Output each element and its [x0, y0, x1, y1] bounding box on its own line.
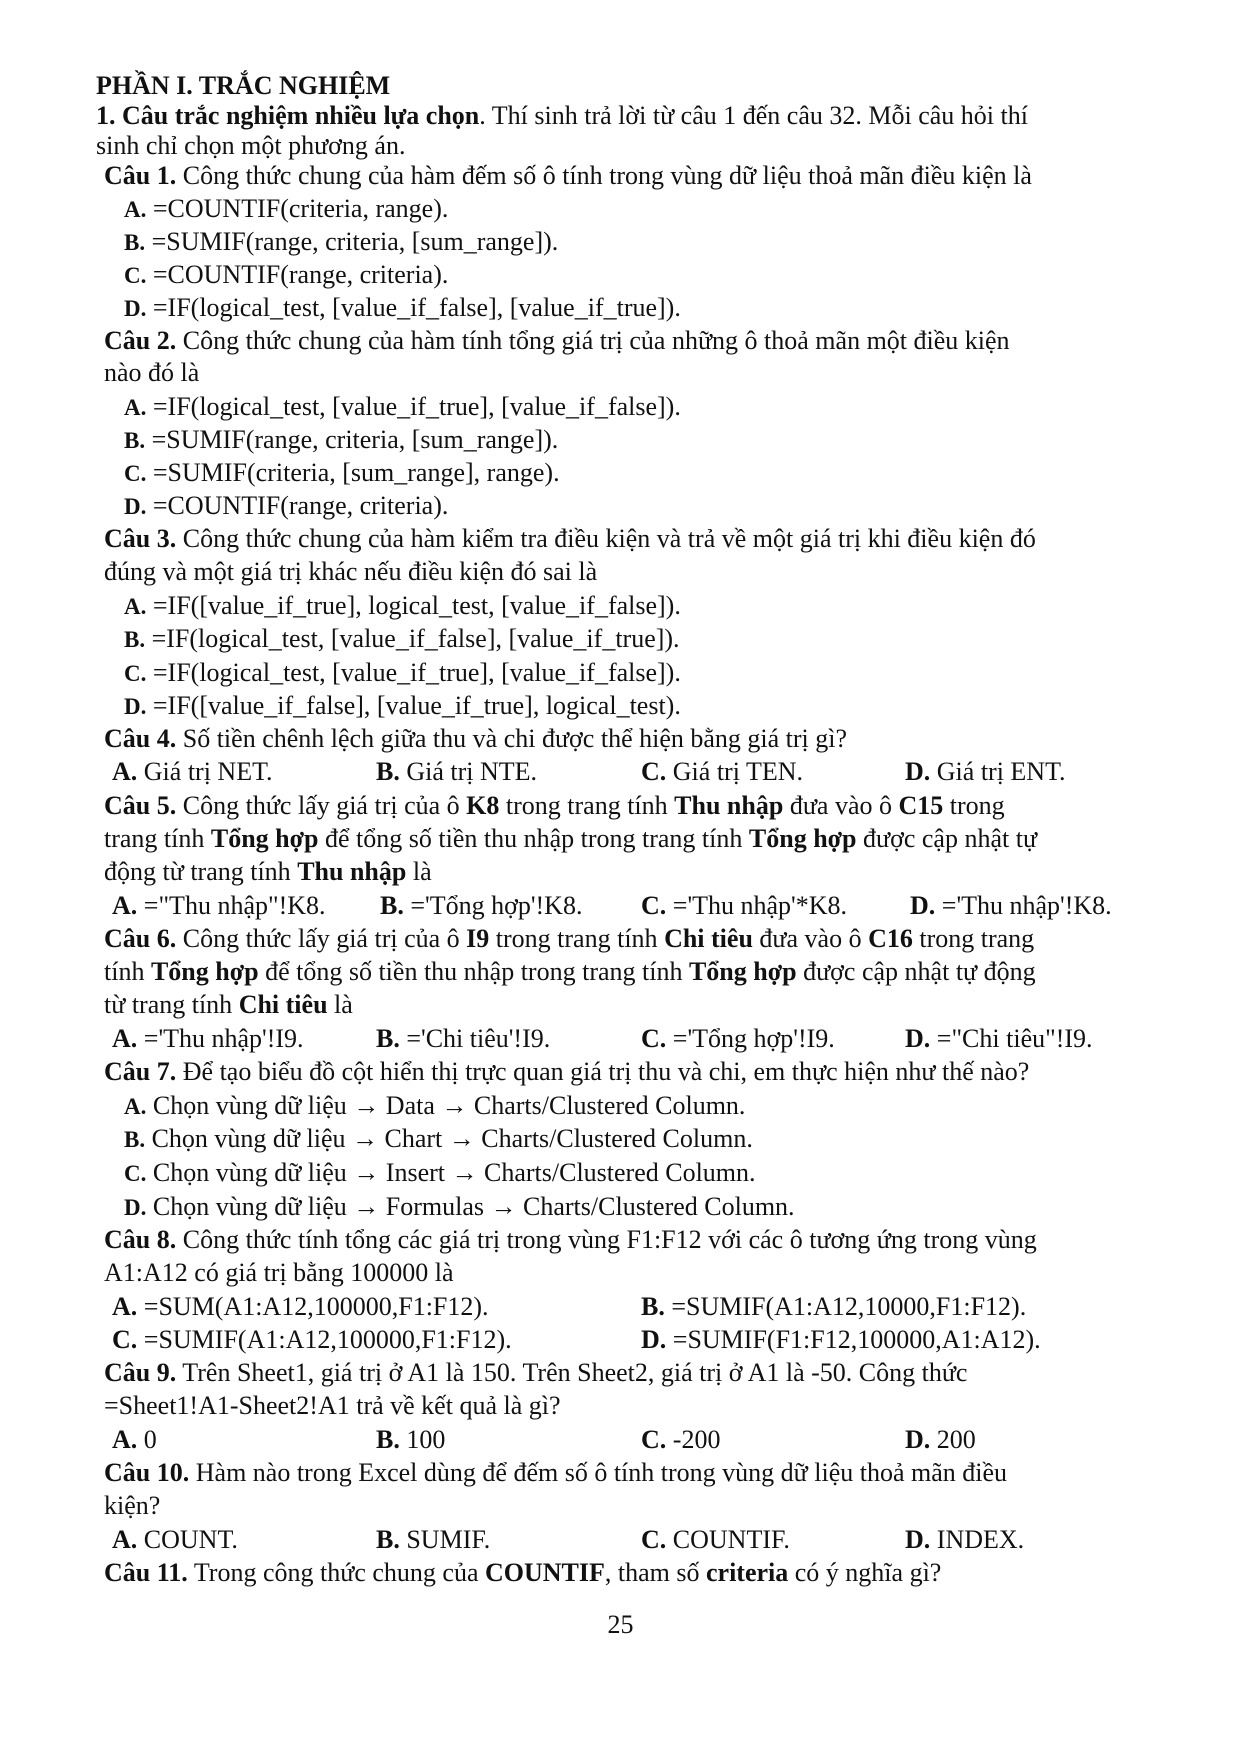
- option-text: Giá trị NTE.: [399, 757, 538, 786]
- question-text: Hàm nào trong Excel dùng để đếm số ô tính trong vùng dữ liệu thoả mãn điều: [189, 1458, 1008, 1487]
- text-run: trong trang tính: [499, 791, 675, 820]
- text-run: trang tính: [104, 824, 211, 853]
- option-text: ='Thu nhập'!K8.: [935, 891, 1112, 920]
- option-text: Chọn vùng dữ liệu → Insert → Charts/Clustered Column.: [146, 1158, 756, 1187]
- option-8c: [112, 1325, 512, 1355]
- cell-ref: I9: [466, 924, 490, 953]
- option-label: C.: [124, 661, 147, 686]
- option-1c: [124, 260, 448, 291]
- option-8d: [641, 1325, 1041, 1355]
- option-text: =IF(logical_test, [value_if_true], [value_if_false]).: [146, 658, 681, 687]
- question-1-stem: [104, 161, 1032, 191]
- option-label: C.: [641, 757, 667, 786]
- option-2a: [124, 392, 681, 423]
- option-text: =SUMIF(A1:A12,100000,F1:F12).: [137, 1325, 512, 1354]
- option-9b: [376, 1425, 445, 1455]
- option-text: SUMIF.: [399, 1525, 491, 1554]
- option-2c: [124, 458, 560, 489]
- option-10c: [641, 1525, 790, 1555]
- option-8a: [112, 1292, 489, 1322]
- option-10d: [905, 1525, 1024, 1555]
- option-label: A.: [112, 1425, 138, 1454]
- option-6a: [112, 1024, 304, 1054]
- option-label: A.: [112, 891, 138, 920]
- text-run: là: [327, 990, 353, 1019]
- question-3-stem-2: đúng và một giá trị khác nếu điều kiện đó sai là: [104, 557, 598, 586]
- option-3a: [124, 591, 681, 622]
- function-name: COUNTIF: [484, 1558, 605, 1587]
- question-11-stem: [104, 1558, 941, 1588]
- option-6c: [641, 1024, 835, 1054]
- option-1b: [124, 227, 558, 258]
- option-5c: [641, 891, 847, 921]
- sheet-name: Tổng hợp: [748, 824, 857, 853]
- question-6-stem-3: [104, 990, 353, 1020]
- option-label: A.: [112, 757, 138, 786]
- question-2-stem-2: nào đó là: [104, 358, 200, 387]
- option-text: ='Thu nhập'!I9.: [137, 1024, 304, 1053]
- intro-line-1: [96, 101, 1028, 131]
- sheet-name: Tổng hợp: [688, 957, 797, 986]
- option-label: B.: [124, 230, 146, 255]
- text-run: Công thức lấy giá trị của ô: [176, 924, 467, 953]
- option-label: C.: [641, 1024, 667, 1053]
- option-5a: [112, 891, 326, 921]
- text-run: để tổng số tiền thu nhập trong trang tính: [258, 957, 689, 986]
- option-label: D.: [905, 1525, 931, 1554]
- text-run: có ý nghĩa gì?: [788, 1558, 942, 1587]
- question-5-stem: [104, 791, 1005, 821]
- option-text: Giá trị ENT.: [930, 757, 1066, 786]
- question-5-stem-3: [104, 857, 432, 887]
- option-label: D.: [905, 1425, 931, 1454]
- question-9-stem-2: =Sheet1!A1-Sheet2!A1 trả về kết quả là gì?: [104, 1391, 561, 1420]
- sheet-name: Tổng hợp: [150, 957, 259, 986]
- option-text: ='Tổng hợp'!I9.: [666, 1024, 835, 1053]
- text-run: trong: [943, 791, 1005, 820]
- question-label: Câu 9.: [104, 1358, 177, 1387]
- option-9a: [112, 1425, 157, 1455]
- text-run: trong trang tính: [489, 924, 665, 953]
- option-text: 0: [137, 1425, 157, 1454]
- text-run: đưa vào ô: [783, 791, 899, 820]
- cell-ref: K8: [466, 791, 500, 820]
- option-7c: [124, 1158, 756, 1189]
- question-text: Số tiền chênh lệch giữa thu và chi được thể hiện bằng giá trị gì?: [176, 724, 848, 753]
- option-label: A.: [112, 1525, 138, 1554]
- option-text: =COUNTIF(range, criteria).: [146, 491, 449, 520]
- option-text: Chọn vùng dữ liệu → Chart → Charts/Clustered Column.: [145, 1124, 753, 1153]
- option-label: D.: [641, 1325, 667, 1354]
- question-10-stem: [104, 1458, 1007, 1488]
- option-text: =COUNTIF(criteria, range).: [146, 194, 449, 223]
- option-1d: [124, 293, 681, 324]
- question-label: Câu 6.: [104, 924, 177, 953]
- option-10b: [376, 1525, 490, 1555]
- option-label: B.: [124, 627, 146, 652]
- question-5-stem-2: [104, 824, 1037, 854]
- option-label: C.: [641, 891, 667, 920]
- page-number: 25: [607, 1610, 634, 1639]
- option-text: 200: [930, 1425, 976, 1454]
- question-2-stem: [104, 326, 1010, 356]
- text-run: được cập nhật tự: [856, 824, 1038, 853]
- question-text: Công thức tính tổng các giá trị trong vùng F1:F12 với các ô tương ứng trong vùng: [176, 1225, 1037, 1254]
- text-run: đưa vào ô: [752, 924, 869, 953]
- option-label: C.: [124, 1161, 147, 1186]
- text-run: Trong công thức chung của: [187, 1558, 485, 1587]
- question-label: Câu 7.: [104, 1057, 177, 1086]
- option-6b: [376, 1024, 550, 1054]
- option-text: Chọn vùng dữ liệu → Formulas → Charts/Clustered Column.: [146, 1192, 795, 1221]
- option-2d: [124, 491, 448, 522]
- option-text: ='Thu nhập'*K8.: [666, 891, 848, 920]
- option-text: COUNT.: [137, 1525, 238, 1554]
- option-8b: [641, 1292, 1026, 1322]
- option-4c: [641, 757, 803, 787]
- option-text: =SUMIF(F1:F12,100000,A1:A12).: [666, 1325, 1041, 1354]
- question-label: Câu 2.: [104, 326, 177, 355]
- option-text: ='Tổng hợp'!K8.: [403, 891, 583, 920]
- option-label: B.: [380, 891, 404, 920]
- option-label: C.: [112, 1325, 138, 1354]
- option-text: =IF(logical_test, [value_if_false], [value_if_true]).: [145, 624, 680, 653]
- option-label: A.: [124, 594, 147, 619]
- option-text: =SUMIF(criteria, [sum_range], range).: [146, 458, 560, 487]
- option-text: ="Chi tiêu"!I9.: [930, 1024, 1093, 1053]
- option-6d: [905, 1024, 1093, 1054]
- option-5b: [380, 891, 582, 921]
- section-title: PHẦN I. TRẮC NGHIỆM: [96, 71, 391, 100]
- option-text: =COUNTIF(range, criteria).: [146, 260, 449, 289]
- text-run: là: [406, 857, 432, 886]
- option-label: D.: [124, 1195, 147, 1220]
- option-9c: [641, 1425, 720, 1455]
- question-8-stem-2: A1:A12 có giá trị bằng 100000 là: [104, 1258, 454, 1287]
- cell-ref: C15: [898, 791, 944, 820]
- option-text: =IF([value_if_true], logical_test, [value_if_false]).: [146, 591, 681, 620]
- text-run: để tổng số tiền thu nhập trong trang tính: [318, 824, 749, 853]
- question-8-stem: [104, 1225, 1037, 1255]
- option-4d: [905, 757, 1066, 787]
- option-label: B.: [376, 757, 400, 786]
- text-run: tính: [104, 957, 151, 986]
- question-label: Câu 10.: [104, 1458, 190, 1487]
- option-label: D.: [124, 694, 147, 719]
- option-9d: [905, 1425, 976, 1455]
- question-text: Trên Sheet1, giá trị ở A1 là 150. Trên Sheet2, giá trị ở A1 là -50. Công thức: [176, 1358, 968, 1387]
- question-6-stem: [104, 924, 1034, 954]
- option-text: =SUM(A1:A12,100000,F1:F12).: [137, 1292, 489, 1321]
- intro-text: . Thí sinh trả lời từ câu 1 đến câu 32. Mỗi câu hỏi thí: [479, 101, 1028, 130]
- question-text: Để tạo biểu đồ cột hiển thị trực quan giá trị thu và chi, em thực hiện như thế nào?: [176, 1057, 1030, 1086]
- option-label: B.: [124, 428, 146, 453]
- option-label: B.: [124, 1127, 146, 1152]
- question-label: Câu 8.: [104, 1225, 177, 1254]
- question-label: Câu 4.: [104, 724, 177, 753]
- question-label: Câu 3.: [104, 524, 177, 553]
- cell-ref: C16: [868, 924, 913, 953]
- option-text: =IF(logical_test, [value_if_true], [value_if_false]).: [146, 392, 681, 421]
- question-3-stem: [104, 524, 1036, 554]
- option-label: C.: [641, 1425, 667, 1454]
- option-10a: [112, 1525, 238, 1555]
- question-label: Câu 5.: [104, 791, 177, 820]
- option-4b: [376, 757, 537, 787]
- option-1a: [124, 194, 448, 225]
- intro-heading: 1. Câu trắc nghiệm nhiều lựa chọn: [96, 101, 480, 130]
- intro-line-2: sinh chỉ chọn một phương án.: [96, 131, 406, 160]
- text-run: , tham số: [604, 1558, 706, 1587]
- text-run: Công thức lấy giá trị của ô: [176, 791, 467, 820]
- question-text: Công thức chung của hàm tính tổng giá trị của những ô thoả mãn một điều kiện: [176, 326, 1010, 355]
- sheet-name: Chi tiêu: [664, 924, 753, 953]
- text-run: được cập nhật tự động: [796, 957, 1036, 986]
- option-label: D.: [905, 757, 931, 786]
- question-7-stem: [104, 1057, 1029, 1087]
- option-text: Giá trị NET.: [137, 757, 273, 786]
- option-3b: [124, 624, 680, 655]
- option-7b: [124, 1124, 753, 1155]
- option-label: A.: [124, 197, 147, 222]
- option-label: D.: [124, 296, 147, 321]
- text-run: động từ trang tính: [104, 857, 298, 886]
- question-9-stem: [104, 1358, 967, 1388]
- option-label: B.: [376, 1024, 400, 1053]
- sheet-name: Thu nhập: [297, 857, 407, 886]
- option-2b: [124, 425, 558, 456]
- option-text: INDEX.: [930, 1525, 1025, 1554]
- option-label: D.: [910, 891, 936, 920]
- option-5d: [910, 891, 1112, 921]
- question-label: Câu 11.: [104, 1558, 188, 1587]
- question-4-stem: [104, 724, 847, 754]
- option-label: A.: [112, 1292, 138, 1321]
- option-label: B.: [641, 1292, 665, 1321]
- option-text: COUNTIF.: [666, 1525, 790, 1554]
- option-text: ="Thu nhập"!K8.: [137, 891, 326, 920]
- option-label: C.: [641, 1525, 667, 1554]
- option-4a: [112, 757, 273, 787]
- option-label: A.: [124, 1094, 147, 1119]
- parameter-name: criteria: [706, 1558, 789, 1587]
- option-text: =IF([value_if_false], [value_if_true], logical_test).: [146, 691, 681, 720]
- option-3c: [124, 658, 681, 689]
- text-run: từ trang tính: [104, 990, 239, 1019]
- option-label: C.: [124, 263, 147, 288]
- option-text: =SUMIF(A1:A12,10000,F1:F12).: [664, 1292, 1027, 1321]
- question-6-stem-2: [104, 957, 1036, 987]
- option-label: D.: [905, 1024, 931, 1053]
- option-label: B.: [376, 1525, 400, 1554]
- option-text: ='Chi tiêu'!I9.: [399, 1024, 551, 1053]
- option-text: -200: [666, 1425, 721, 1454]
- option-label: D.: [124, 494, 147, 519]
- option-text: =SUMIF(range, criteria, [sum_range]).: [145, 227, 559, 256]
- option-text: Chọn vùng dữ liệu → Data → Charts/Clustered Column.: [146, 1091, 746, 1120]
- option-label: A.: [112, 1024, 138, 1053]
- option-label: B.: [376, 1425, 400, 1454]
- question-label: Câu 1.: [104, 161, 177, 190]
- sheet-name: Chi tiêu: [238, 990, 328, 1019]
- option-7d: [124, 1192, 795, 1223]
- question-text: Công thức chung của hàm kiểm tra điều kiện và trả về một giá trị khi điều kiện đó: [176, 524, 1036, 553]
- sheet-name: Thu nhập: [674, 791, 784, 820]
- option-7a: [124, 1091, 745, 1122]
- question-text: Công thức chung của hàm đếm số ô tính trong vùng dữ liệu thoả mãn điều kiện là: [176, 161, 1032, 190]
- option-3d: [124, 691, 681, 722]
- option-label: C.: [124, 461, 147, 486]
- sheet-name: Tổng hợp: [210, 824, 319, 853]
- option-text: 100: [399, 1425, 446, 1454]
- text-run: trong trang: [912, 924, 1035, 953]
- option-label: A.: [124, 395, 147, 420]
- option-text: =IF(logical_test, [value_if_false], [value_if_true]).: [146, 293, 681, 322]
- option-text: Giá trị TEN.: [666, 757, 803, 786]
- option-text: =SUMIF(range, criteria, [sum_range]).: [145, 425, 559, 454]
- question-10-stem-2: kiện?: [104, 1491, 161, 1520]
